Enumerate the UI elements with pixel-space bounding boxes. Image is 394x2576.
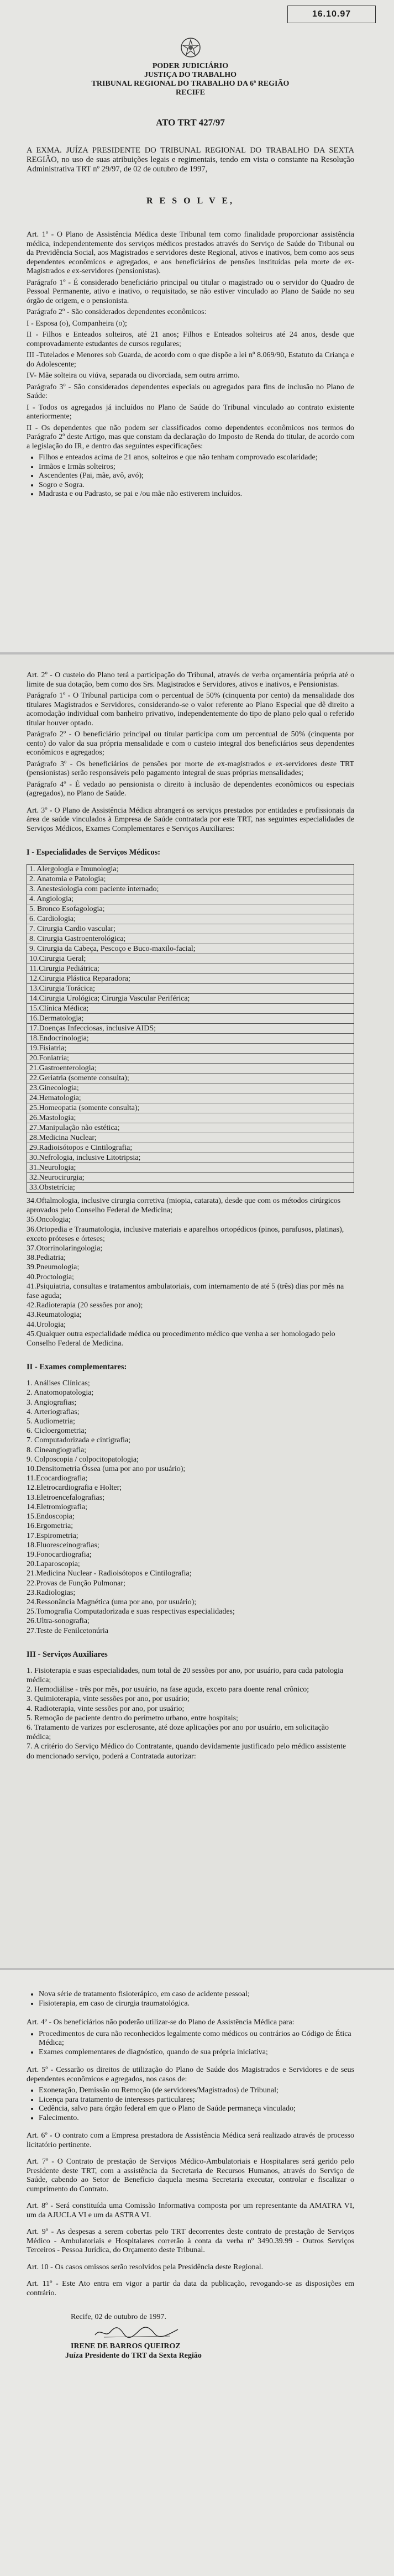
place-date: Recife, 02 de outubro de 1997.: [71, 2313, 167, 2321]
signature-block: [27, 2312, 354, 2360]
list-item: 10.Densitometria Óssea (uma por ano por usuário);: [27, 1465, 186, 1474]
list-item: 22.Provas de Função Pulmonar;: [27, 1579, 125, 1588]
list-item: 37.Otorrinolaringologia;: [27, 1244, 103, 1253]
list-item: 3. Angiografias;: [27, 1398, 77, 1407]
table-row: 4. Angiologia;: [27, 894, 354, 904]
header-line-4: RECIFE: [176, 88, 205, 97]
specialties-list-continued: [27, 1196, 354, 1348]
list-item: 34.Oftalmologia, inclusive cirurgia corretiva (miopia, catarata), desde que com os métodos cirúrgicos aprovados pelo Conselho Federal de Medicina;: [27, 1197, 341, 1215]
table-row: 15.Clínica Médica;: [27, 1004, 354, 1014]
table-row: 11.Cirurgia Pediátrica;: [27, 964, 354, 974]
header-line-1: PODER JUDICIÁRIO: [152, 62, 229, 70]
list-item: 16.Ergometria;: [27, 1522, 73, 1531]
paragraph: Art. 1º - O Plano de Assistência Médica deste Tribunal tem como finalidade proporcionar assistência médica, independentemente dos serviços médicos prestados através do Serviço de Saúde do Tribunal ou da Previdência Social, aos Magistrados e servidores deste Regional, ativos e inativos, bem como aos seus dependentes econômicos e agregados, e aos beneficiários de pensões instituídas pela morte de ex-Magistrados e ex-servidores (pensionistas).: [27, 231, 354, 275]
page1-paragraphs: [27, 231, 354, 451]
list-item: 13.Eletroencefalografias;: [27, 1493, 105, 1502]
table-row: 13.Cirurgia Torácica;: [27, 984, 354, 994]
table-row: 29.Radioisótopos e Cintilografia;: [27, 1143, 354, 1153]
list-item: 1. Fisioterapia e suas especialidades, num total de 20 sessões por ano, por usuário, para cada patologia médica;: [27, 1666, 344, 1684]
intro-paragraph: A EXMA. JUÍZA PRESIDENTE DO TRIBUNAL REGIONAL DO TRABALHO DA SEXTA REGIÃO, no uso de suas atribuições legais e regimentais, tendo em vista o constante na Resolução Administrativa TRT nº 29/97, de 02 de outubro de 1997,: [27, 146, 354, 174]
list-item: 15.Endoscopia;: [27, 1512, 75, 1521]
table-row: 27.Manipulação não estética;: [27, 1123, 354, 1133]
paragraph: Art. 6º - O contrato com a Empresa prestadora de Assistência Médica será realizado através de processo licitatório pertinente.: [27, 2132, 354, 2149]
list-item: 39.Pneumologia;: [27, 1263, 80, 1272]
list-item: 43.Reumatologia;: [27, 1311, 82, 1320]
list-item: • Exames complementares de diagnóstico, quando de sua própria iniciativa;: [39, 2048, 354, 2057]
list-item: 44.Urologia;: [27, 1320, 66, 1329]
authorization-list: [27, 1990, 354, 2008]
list-item: • Procedimentos de cura não reconhecidos legalmente como médicos ou contrários ao Código de Ética Médica;: [39, 2030, 354, 2048]
list-item: 11.Ecocardiografia;: [27, 1474, 88, 1483]
list-item: 40.Proctologia;: [27, 1273, 74, 1281]
table-row: 10.Cirurgia Geral;: [27, 954, 354, 964]
paragraph: I - Todos os agregados já incluídos no Plano de Saúde do Tribunal vinculado ao contrato existente anteriormente;: [27, 403, 354, 421]
header-line-3: TRIBUNAL REGIONAL DO TRABALHO DA 6ª REGIÃO: [91, 80, 290, 88]
signatory-name: IRENE DE BARROS QUEIROZ: [71, 2342, 181, 2350]
section-3-title: III - Serviços Auxiliares: [27, 1650, 108, 1659]
table-row: 32.Neurocirurgia;: [27, 1173, 354, 1183]
paragraph: Art. 7º - O Contrato de prestação de Serviços Médico-Ambulatoriais e Hospitalares será gerido pelo Presidente deste TRT, com a assistência da Secretaria de Recursos Humanos, através do Serviço de Saúde, cabendo ao Setor de Benefício daquela mesma Secretaria executar, controlar e fiscalizar o cumprimento do Contrato.: [27, 2158, 354, 2193]
table-row: 22.Geriatria (somente consulta);: [27, 1074, 354, 1083]
table-row: 5. Bronco Esofagologia;: [27, 904, 354, 914]
restrictions-list: [27, 2030, 354, 2057]
document-page-1: [0, 0, 394, 652]
section-2-title: II - Exames complementares:: [27, 1363, 127, 1372]
table-row: 9. Cirurgia da Cabeça, Pescoço e Buco-maxilo-facial;: [27, 944, 354, 954]
paragraph: Parágrafo 3º - São considerados dependentes especiais ou agregados para fins de inclusão no Plano de Saúde:: [27, 383, 354, 400]
list-item: • Cedência, salvo para órgão federal em que o Plano de Saúde permaneça vinculado;: [39, 2104, 354, 2114]
list-item: 19.Fonocardiografia;: [27, 1550, 92, 1559]
list-item: 5. Remoção de paciente dentro do perímetro urbano, entre hospitais;: [27, 1714, 238, 1722]
list-item: 21.Medicina Nuclear - Radioisótopos e Cintilografia;: [27, 1569, 192, 1578]
table-row: 18.Endocrinologia;: [27, 1034, 354, 1044]
auxiliary-services-list: [27, 1666, 354, 1761]
list-item: 24.Ressonância Magnética (uma por ano, por usuário);: [27, 1598, 197, 1606]
list-item: 3. Quimioterapia, vinte sessões por ano, por usuário;: [27, 1695, 190, 1704]
handwritten-signature-icon: [93, 2325, 181, 2339]
ato-title: ATO TRT 427/97: [156, 117, 225, 128]
list-item: 20.Laparoscopia;: [27, 1560, 80, 1569]
list-item: • Falecimento.: [39, 2114, 354, 2123]
list-item: • Madrasta e ou Padrasto, se pai e /ou mãe não estiverem incluídos.: [39, 490, 354, 499]
table-row: 28.Medicina Nuclear;: [27, 1133, 354, 1143]
table-row: 23.Ginecologia;: [27, 1083, 354, 1093]
list-item: • Licença para tratamento de interesses particulares;: [39, 2096, 354, 2105]
list-item: 1. Análises Clínicas;: [27, 1379, 90, 1388]
list-item: 5. Audiometria;: [27, 1417, 75, 1426]
list-item: 8. Cineangiografia;: [27, 1446, 87, 1454]
paragraph: Art. 10 - Os casos omissos serão resolvidos pela Presidência deste Regional.: [27, 2263, 264, 2271]
paragraph: IV- Mãe solteira ou viúva, separada ou divorciada, sem outra arrimo.: [27, 371, 240, 380]
list-item: • Fisioterapia, em caso de cirurgia traumatológica.: [39, 1999, 354, 2009]
paragraph: Art. 8º - Será constituída uma Comissão Informativa composta por um representante da AMATRA VI, um da AJUCLA VI e um da ASTRA VI.: [27, 2202, 354, 2219]
coat-of-arms-icon: [180, 36, 202, 59]
paragraph: Parágrafo 4º - É vedado ao pensionista o direito à inclusão de dependentes econômicos ou especiais (agregados), no Plano de Saúde.: [27, 780, 354, 798]
list-item: 7. Computadorizada e cintigrafia;: [27, 1436, 131, 1445]
table-row: 7. Cirurgia Cardio vascular;: [27, 924, 354, 934]
table-row: 3. Anestesiologia com paciente internado;: [27, 884, 354, 894]
cessation-list: [27, 2086, 354, 2123]
table-row: 24.Hematologia;: [27, 1093, 354, 1103]
list-item: 38.Pediatria;: [27, 1254, 66, 1263]
dependents-list: [27, 453, 354, 499]
list-item: 42.Radioterapia (20 sessões por ano);: [27, 1301, 143, 1310]
page2-paragraphs: [27, 671, 354, 834]
document-page-3: [0, 1970, 394, 2576]
list-item: 17.Espirometria;: [27, 1531, 78, 1540]
list-item: 41.Psiquiatria, consultas e tratamentos ambulatoriais, com internamento de até 5 (três) dias por mês na fase aguda;: [27, 1282, 344, 1301]
list-item: 4. Arteriografias;: [27, 1407, 80, 1416]
list-item: • Filhos e enteados acima de 21 anos, solteiros e que não tenham comprovado escolaridade;: [39, 453, 354, 463]
list-item: • Sogro e Sogra.: [39, 481, 354, 490]
paragraph: Art. 11º - Este Ato entra em vigor a partir da data da publicação, revogando-se as disposições em contrário.: [27, 2280, 354, 2297]
list-item: 9. Colposcopia / colpocitopatologia;: [27, 1455, 139, 1464]
table-row: 19.Fisiatria;: [27, 1044, 354, 1054]
list-item: 12.Eletrocardiografia e Holter;: [27, 1484, 122, 1493]
paragraph: II - Filhos e Enteados solteiros, até 21 anos; Filhos e Enteados solteiros até 24 anos, desde que comprovadamente estudantes de cursos regulares;: [27, 331, 354, 348]
table-row: 8. Cirurgia Gastroenterológica;: [27, 934, 354, 944]
list-item: 2. Anatomopatologia;: [27, 1389, 94, 1397]
signatory-role: Juíza Presidente do TRT da Sexta Região: [65, 2352, 202, 2360]
table-row: 2. Anatomia e Patologia;: [27, 875, 354, 884]
paragraph: II - Os dependentes que não podem ser classificados como dependentes econômicos nos termos do Parágrafo 2º deste Artigo, mas que constam da declaração do Imposto de Renda do titular, de acordo com a legislação do IR, e dentro das seguintes especificações:: [27, 423, 354, 451]
table-row: 26.Mastologia;: [27, 1113, 354, 1123]
list-item: 36.Ortopedia e Traumatologia, inclusive materiais e aparelhos ortopédicos (pinos, parafusos, platinas), exceto próteses e órteses;: [27, 1225, 344, 1243]
paragraph: Parágrafo 3º - Os beneficiários de pensões por morte de ex-magistrados e ex-servidores deste TRT (pensionistas) serão responsáveis pelo pagamento integral de suas próprias mensalidades;: [27, 760, 354, 777]
paragraph: Parágrafo 2º - São considerados dependentes econômicos:: [27, 308, 207, 316]
list-item: 26.Ultra-sonografia;: [27, 1617, 90, 1626]
specialties-table: [27, 864, 354, 1193]
list-item: 6. Cicloergometria;: [27, 1427, 87, 1436]
paragraph: Art. 3º - O Plano de Assistência Médica abrangerá os serviços prestados por entidades e profissionais da área de saúde vinculados à Empresa de Saúde contratada por este TRT, nas seguintes especialidades de Serviços Médicos, Exames Complementares e Serviços Auxiliares:: [27, 806, 354, 833]
table-row: 33.Obstetrícia;: [29, 1184, 75, 1192]
list-item: • Nova série de tratamento fisioterápico, em caso de acidente pessoal;: [39, 1990, 354, 1999]
list-item: 45.Qualquer outra especialidade médica ou procedimento médico que venha a ser homologado pelo Conselho Federal de Medicina.: [27, 1329, 335, 1348]
table-row: 12.Cirurgia Plástica Reparadora;: [27, 974, 354, 984]
table-row: 14.Cirurgia Urológica; Cirurgia Vascular Periférica;: [27, 994, 354, 1004]
paragraph: I - Esposa (o), Companheira (o);: [27, 319, 127, 328]
list-item: • Ascendentes (Pai, mãe, avô, avó);: [39, 472, 354, 481]
resolve-heading: R E S O L V E,: [146, 196, 234, 206]
paragraph: Art. 9º - As despesas a serem cobertas pelo TRT decorrentes deste contrato de prestação de Serviços Médico - Ambulatoriais e Hospitalares correrão à conta da verba nº 3490.39.99 - Outros Serviços Terceiros - Pessoa Jurídica, do Orçamento deste Tribunal.: [27, 2228, 354, 2254]
paragraph: Parágrafo 1º - O Tribunal participa com o percentual de 50% (cinquenta por cento) da mensalidade dos titulares Magistrados e Servidores, considerando-se o valor referente ao Plano Especial que dê direito a acomodação individual com banheiro privativo, independentemente do tipo de plano pelo qual o referido titular houver optado.: [27, 692, 354, 727]
list-item: 35.Oncologia;: [27, 1216, 71, 1224]
paragraph: Parágrafo 2º - O beneficiário principal ou titular participa com um percentual de 50% (cinquenta por cento) do valor da sua própria mensalidade e com o custeio integral dos beneficiários seus dependentes econômicos e agregados;: [27, 730, 354, 757]
list-item: 6. Tratamento de varizes por esclerosante, até doze aplicações por ano por usuário, em solicitação médica;: [27, 1723, 329, 1742]
exams-list: [27, 1379, 354, 1635]
table-row: 30.Nefrologia, inclusive Litotripsia;: [27, 1153, 354, 1163]
list-item: 27.Teste de Fenilcetonúria: [27, 1626, 108, 1635]
list-item: 14.Eletromiografia;: [27, 1502, 88, 1511]
table-row: 6. Cardiologia;: [27, 914, 354, 924]
list-item: 7. A critério do Serviço Médico do Contratante, quando devidamente justificado pelo médico assistente do mencionado serviço, poderá a Contratada autorizar:: [27, 1742, 346, 1761]
list-item: • Irmãos e Irmãs solteiros;: [39, 463, 354, 472]
list-item: 2. Hemodiálise - três por mês, por usuário, na fase aguda, exceto para doente renal crônico;: [27, 1685, 309, 1694]
table-row: 25.Homeopatia (somente consulta);: [27, 1103, 354, 1113]
list-item: 18.Fluoresceinografias;: [27, 1541, 99, 1549]
header-line-2: JUSTIÇA DO TRABALHO: [144, 71, 237, 79]
date-stamp: 16.10.97: [287, 6, 376, 23]
list-item: • Exoneração, Demissão ou Remoção (de servidores/Magistrados) de Tribunal;: [39, 2086, 354, 2096]
paragraph: Art. 4º - Os beneficiários não poderão utilizar-se do Plano de Assistência Médica para:: [27, 2018, 295, 2027]
table-row: 1. Alergologia e Imunologia;: [27, 865, 354, 875]
document-page-2: [0, 655, 394, 1968]
table-row: 31.Neurologia;: [27, 1163, 354, 1173]
table-row: 16.Dermatologia;: [27, 1014, 354, 1024]
list-item: 4. Radioterapia, vinte sessões por ano, por usuário;: [27, 1704, 185, 1713]
paragraph: Art. 2º - O custeio do Plano terá a participação do Tribunal, através de verba orçamentária própria até o limite de sua dotação, bem como dos Srs. Magistrados e Servidores, ativos e inativos, e Pensionistas.: [27, 671, 354, 689]
list-item: 23.Radiologias;: [27, 1588, 76, 1597]
paragraph: Art. 5º - Cessarão os direitos de utilização do Plano de Saúde dos Magistrados e Servidores e de seus dependentes econômicos e agregados, nos casos de:: [27, 2066, 354, 2083]
section-1-title: I - Especialidades de Serviços Médicos:: [27, 848, 161, 857]
table-row: 20.Foniatria;: [27, 1054, 354, 1064]
paragraph: III -Tutelados e Menores sob Guarda, de acordo com o que dispõe a lei nº 8.069/90, Estatuto da Criança e do Adolescente;: [27, 351, 354, 369]
table-row: 21.Gastroenterologia;: [27, 1064, 354, 1074]
paragraph: Parágrafo 1º - É considerado beneficiário principal ou titular o magistrado ou o servidor do Quadro de Pessoal Permanente, ativo e inativo, o requisitado, se não estiver vinculado ao Plano de Saúde no seu órgão de origem, e o pensionista.: [27, 278, 354, 305]
table-row: 17.Doenças Infecciosas, inclusive AIDS;: [27, 1024, 354, 1034]
list-item: 25.Tomografia Computadorizada e suas respectivas especialidades;: [27, 1608, 235, 1616]
